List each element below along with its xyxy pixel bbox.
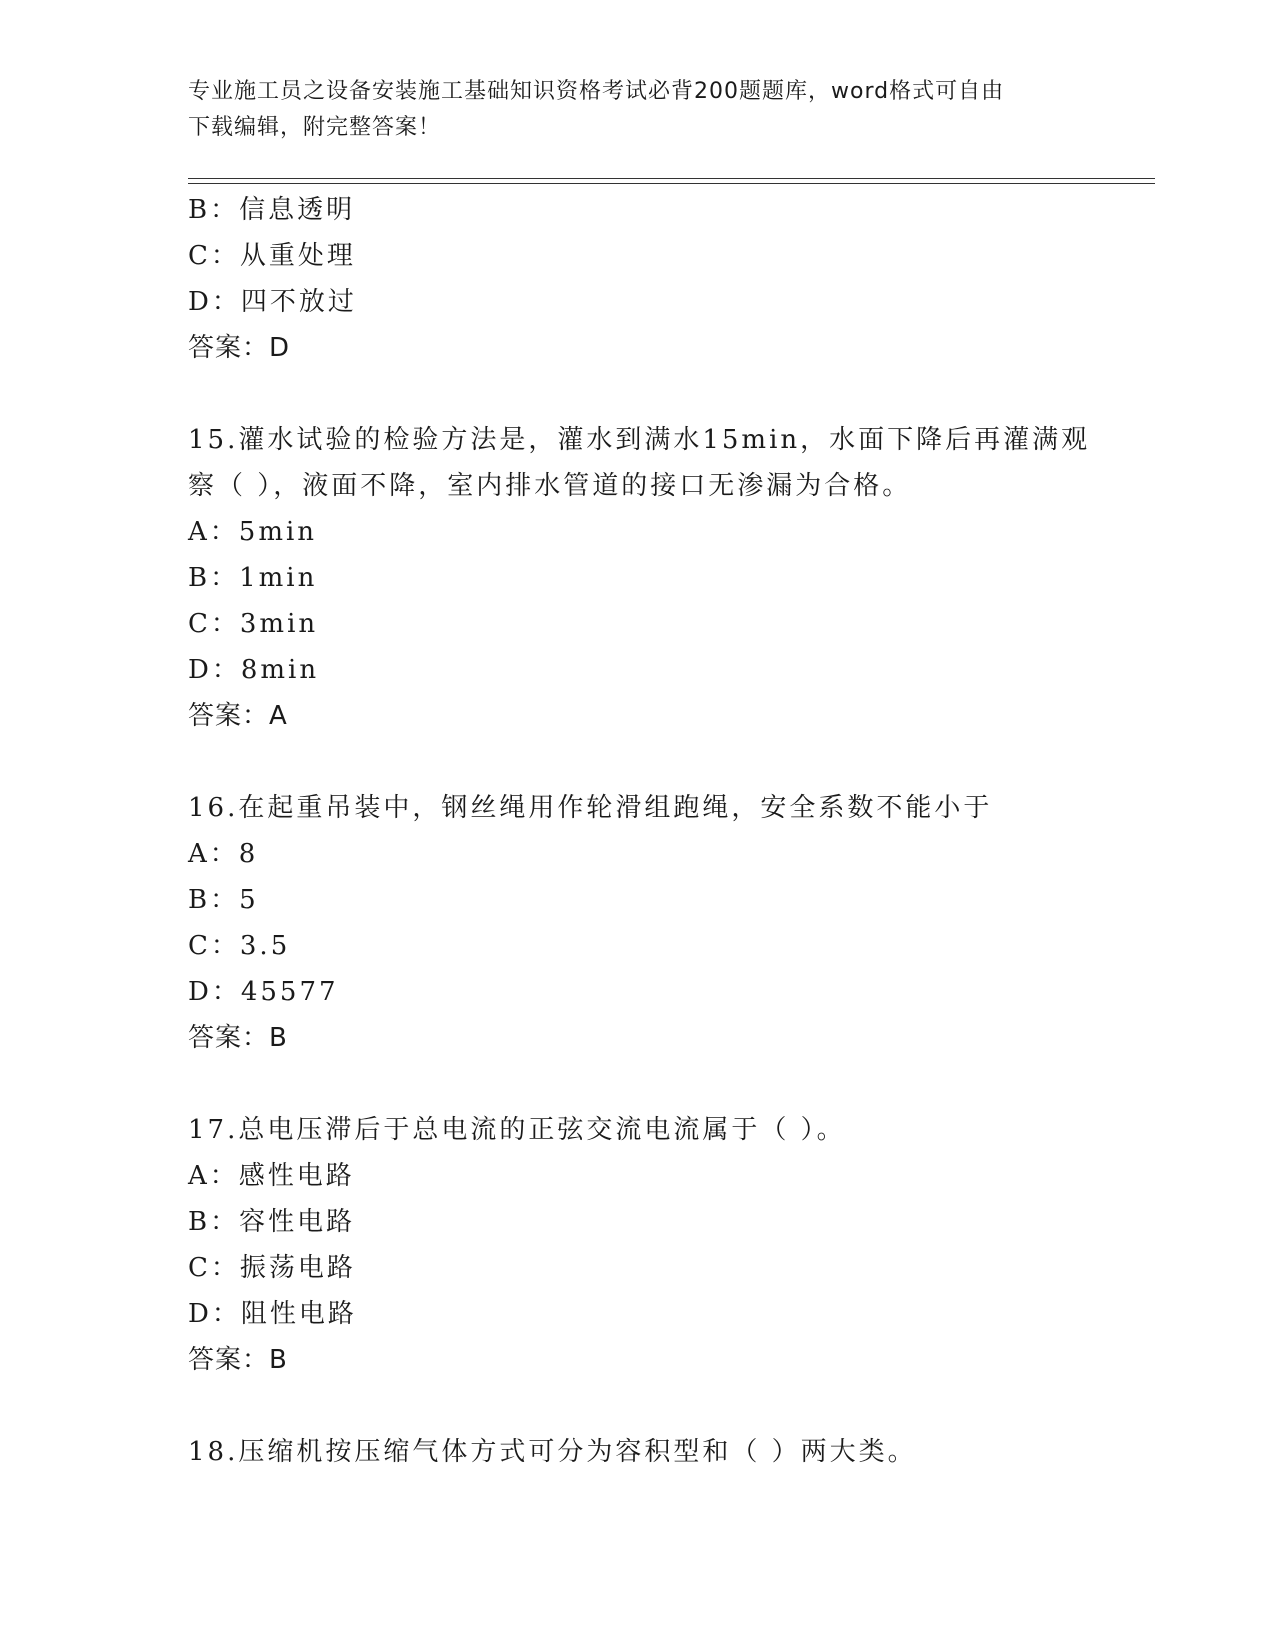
option-a: A：感性电路 xyxy=(188,1161,355,1191)
header-line-1: 专业施工员之设备安装施工基础知识资格考试必背200题题库，word格式可自由 xyxy=(188,79,1005,104)
option-a: A：5min xyxy=(188,517,318,547)
question-text-line-1: 15.灌水试验的检验方法是，灌水到满水15min，水面下降后再灌满观 xyxy=(188,425,1091,455)
header-rule-bottom xyxy=(188,183,1155,184)
option-c: C：从重处理 xyxy=(188,241,356,271)
option-d: D：8min xyxy=(188,655,320,685)
question-block-17 xyxy=(188,1107,1108,1383)
option-b: B：5 xyxy=(188,885,259,915)
spacer xyxy=(188,739,1108,785)
question-list xyxy=(188,187,1108,1475)
question-text: 16.在起重吊装中，钢丝绳用作轮滑组跑绳，安全系数不能小于 xyxy=(188,793,993,823)
header-line-2: 下载编辑，附完整答案！ xyxy=(188,115,442,140)
option-c: C：3min xyxy=(188,609,319,639)
question-block-18 xyxy=(188,1429,1108,1475)
option-b: B：1min xyxy=(188,563,318,593)
question-text: 18.压缩机按压缩气体方式可分为容积型和（ ）两大类。 xyxy=(188,1437,917,1467)
option-d: D：45577 xyxy=(188,977,339,1007)
question-text: 17.总电压滞后于总电流的正弦交流电流属于（ ）。 xyxy=(188,1115,846,1145)
question-block-16 xyxy=(188,785,1108,1061)
header-rule-top xyxy=(188,178,1155,179)
question-block-15 xyxy=(188,417,1108,739)
spacer xyxy=(188,1061,1108,1107)
document-header xyxy=(188,74,1088,146)
option-a: A：8 xyxy=(188,839,259,869)
answer: 答案：A xyxy=(188,701,288,731)
spacer xyxy=(188,371,1108,417)
option-c: C：3.5 xyxy=(188,931,291,961)
answer: 答案：B xyxy=(188,1023,288,1053)
option-d: D：四不放过 xyxy=(188,287,357,317)
question-block-14 xyxy=(188,187,1108,371)
option-b: B：容性电路 xyxy=(188,1207,356,1237)
answer: 答案：D xyxy=(188,333,291,363)
option-d: D：阻性电路 xyxy=(188,1299,357,1329)
option-c: C：振荡电路 xyxy=(188,1253,356,1283)
question-text-line-2: 察（ ），液面不降，室内排水管道的接口无渗漏为合格。 xyxy=(188,471,912,501)
answer: 答案：B xyxy=(188,1345,288,1375)
spacer xyxy=(188,1383,1108,1429)
option-b: B：信息透明 xyxy=(188,195,356,225)
